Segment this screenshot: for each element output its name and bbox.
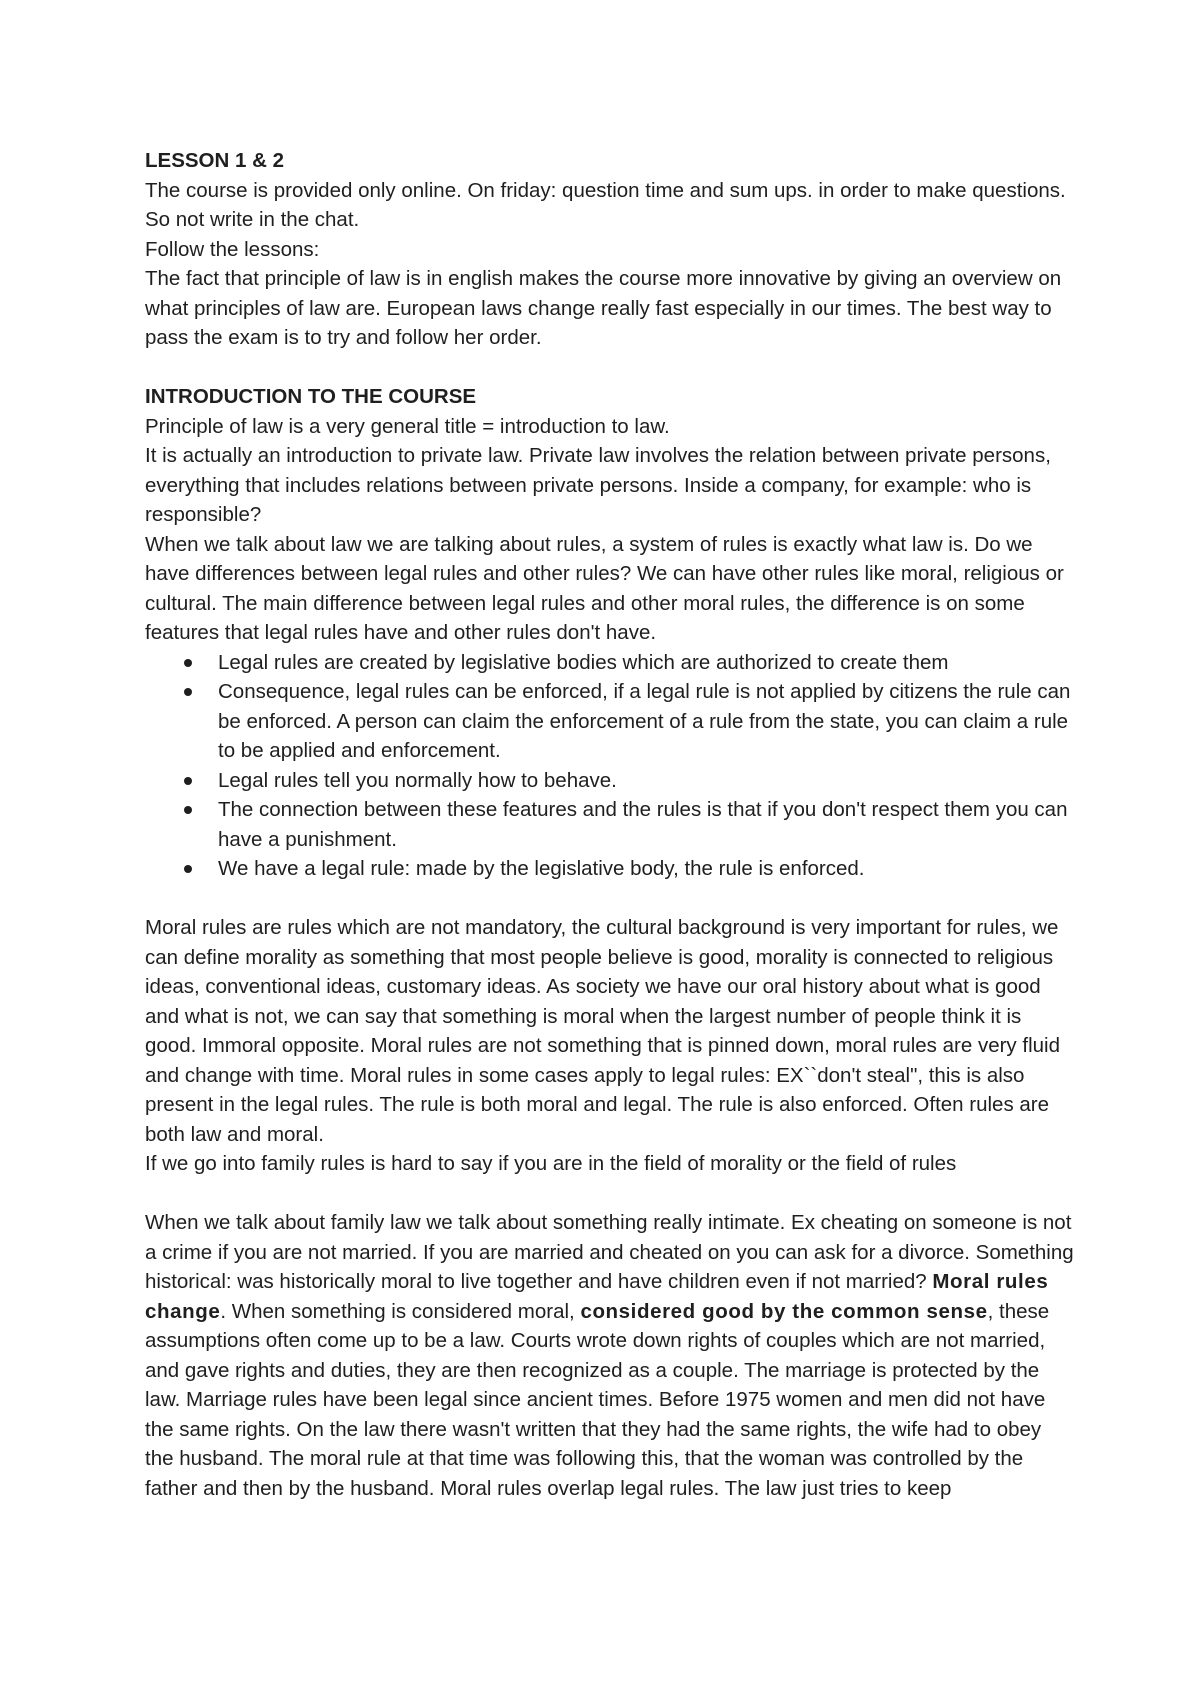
bold-common-sense: considered good by the common sense xyxy=(580,1299,988,1323)
family-text-part-1: When we talk about family law we talk about something really intimate. Ex cheating on someone is not a crime if you are not married. If you are married and cheated on you can ask for a divorce. Something historical: was historically moral to live together and have children even if not married? xyxy=(145,1211,1074,1293)
intro-title: INTRODUCTION TO THE COURSE xyxy=(145,385,477,408)
moral-rules-paragraph: Moral rules are rules which are not mandatory, the cultural background is very important for rules, we can define morality as something that most people believe is good, morality is connected to religious ideas, conventional ideas, customary ideas. As society we have our oral history about what is good and what is not, we can say that something is moral when the largest number of people think it is good. Immoral opposite. Moral rules are not something that is pinned down, moral rules are very fluid and change with time. Moral rules in some cases apply to legal rules: EX``don't steal", this is also present in the legal rules. The rule is both moral and legal. The rule is also enforced. Often rules are both law and moral. xyxy=(145,916,1060,1146)
document-body xyxy=(145,146,1075,1503)
intro-text-1: Principle of law is a very general title = introduction to law. xyxy=(145,414,670,438)
family-rules-line: If we go into family rules is hard to say if you are in the field of morality or the field of rules xyxy=(145,1152,957,1175)
lesson-text-1: The course is provided only online. On friday: question time and sum ups. in order to make questions. So not write in the chat. xyxy=(145,178,1066,231)
legal-rules-list xyxy=(145,648,1075,884)
list-item: The connection between these features and the rules is that if you don't respect them you can have a punishment. xyxy=(218,795,1075,854)
family-law-paragraph xyxy=(145,1208,1075,1503)
spacer xyxy=(145,353,1075,383)
lesson-text-3: The fact that principle of law is in english makes the course more innovative by giving an overview on what principles of law are. European laws change really fast especially in our times. The best way to pass the exam is to try and follow her order. xyxy=(145,267,1062,349)
lesson-text-2: Follow the lessons: xyxy=(145,237,320,261)
intro-text-2: It is actually an introduction to private law. Private law involves the relation between private persons, everything that includes relations between private persons. Inside a company, for example: who is responsible? xyxy=(145,444,1051,526)
list-item: We have a legal rule: made by the legislative body, the rule is enforced. xyxy=(218,854,1075,884)
family-text-part-3: , these assumptions often come up to be a law. Courts wrote down rights of couples which are not married, and gave rights and duties, they are then recognized as a couple. The marriage is protected by the law. Marriage rules have been legal since ancient times. Before 1975 women and men did not have the same rights. On the law there wasn't written that they had the same rights, the wife had to obey the husband. The moral rule at that time was following this, that the woman was controlled by the father and then by the husband. Moral rules overlap legal rules. The law just tries to keep xyxy=(145,1299,1050,1500)
list-item: Consequence, legal rules can be enforced, if a legal rule is not applied by citizens the rule can be enforced. A person can claim the enforcement of a rule from the state, you can claim a rule to be applied and enforcement. xyxy=(218,677,1075,766)
spacer xyxy=(145,1179,1075,1209)
lesson-title: LESSON 1 & 2 xyxy=(145,149,284,172)
list-item: Legal rules are created by legislative bodies which are authorized to create them xyxy=(218,648,1075,678)
intro-text-3: When we talk about law we are talking about rules, a system of rules is exactly what law is. Do we have differences between legal rules and other rules? We can have other rules like moral, religious or cultural. The main difference between legal rules and other moral rules, the difference is on some features that legal rules have and other rules don't have. xyxy=(145,532,1064,644)
bold-moral-rules-change: Moral rules change xyxy=(145,1270,1049,1323)
spacer xyxy=(145,884,1075,914)
family-text-part-2: . When something is considered moral, xyxy=(220,1299,581,1323)
list-item: Legal rules tell you normally how to behave. xyxy=(218,766,1075,796)
